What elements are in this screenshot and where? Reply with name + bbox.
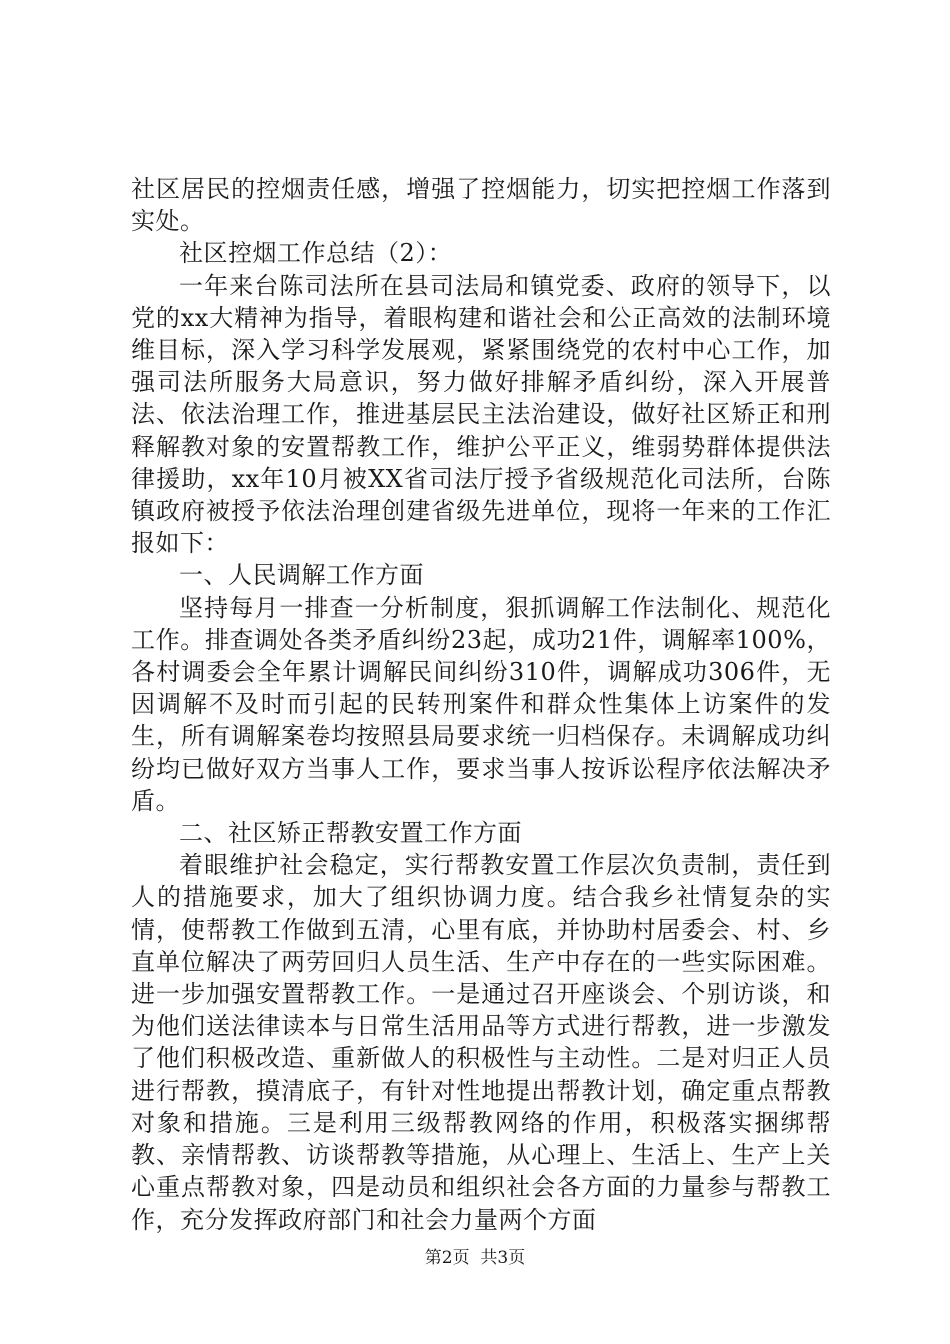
heading-mediation: 一、人民调解工作方面 xyxy=(179,561,424,590)
document-body xyxy=(131,173,831,1236)
page-footer xyxy=(0,1243,950,1268)
paragraph-intro: 一年来台陈司法所在县司法局和镇党委、政府的领导下，以党的xx大精神为指导，着眼构建和谐社会和公正高效的法制环境维目标，深入学习科学发展观，紧紧围绕党的农村中心工作，加强司法所服务大局意识，努力做好排解矛盾纠纷，深入开展普法、依法治理工作，推进基层民主法治建设，做好社区矫正和刑释解教对象的安置帮教工作，维护公平正义，维弱势群体提供法律援助，xx年10月被XX省司法厅授予省级规范化司法所，台陈镇政府被授予依法治理创建省级先进单位，现将一年来的工作汇报如下： xyxy=(131,271,831,558)
section-title: 社区控烟工作总结（2）： xyxy=(179,239,453,268)
heading-correction: 二、社区矫正帮教安置工作方面 xyxy=(179,819,522,848)
paragraph-continuation: 社区居民的控烟责任感，增强了控烟能力，切实把控烟工作落到实处。 xyxy=(131,175,831,236)
paragraph-correction: 着眼维护社会稳定，实行帮教安置工作层次负责制，责任到人的措施要求，加大了组织协调力度。结合我乡社情复杂的实情，使帮教工作做到五清，心里有底，并协助村居委会、村、乡直单位解决了两劳回归人员生活、生产中存在的一些实际困难。进一步加强安置帮教工作。一是通过召开座谈会、个别访谈，和为他们送法律读本与日常生活用品等方式进行帮教，进一步激发了他们积极改造、重新做人的积极性与主动性。二是对归正人员进行帮教，摸清底子，有针对性地提出帮教计划，确定重点帮教对象和措施。三是利用三级帮教网络的作用，积极落实捆绑帮教、亲情帮教、访谈帮教等措施，从心理上、生活上、生产上关心重点帮教对象，四是动员和组织社会各方面的力量参与帮教工作，充分发挥政府部门和社会力量两个方面 xyxy=(131,851,831,1234)
page-number: 第2页 共3页 xyxy=(424,1248,526,1268)
paragraph-mediation: 坚持每月一排查一分析制度，狠抓调解工作法制化、规范化工作。排查调处各类矛盾纠纷23起，成功21件，调解率100%，各村调委会全年累计调解民间纠纷310件，调解成功306件，无因调解不及时而引起的民转刑案件和群众性集体上访案件的发生，所有调解案卷均按照县局要求统一归档保存。未调解成功纠纷均已做好双方当事人工作，要求当事人按诉讼程序依法解决矛盾。 xyxy=(131,593,831,815)
